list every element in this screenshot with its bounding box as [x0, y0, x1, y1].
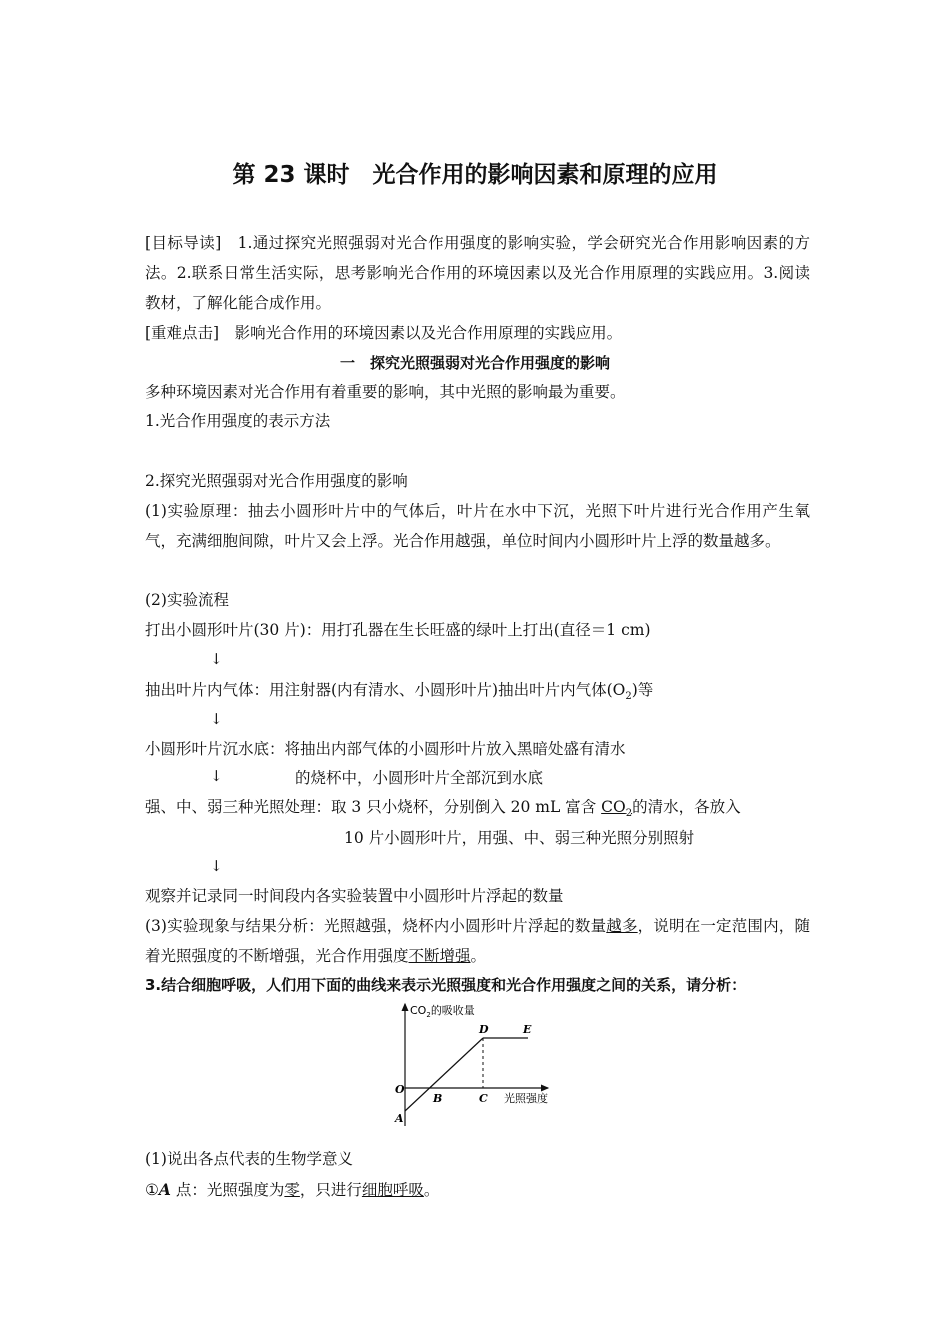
- key-paragraph: [145, 318, 810, 348]
- result-text-a: (3)实验现象与结果分析：光照越强，烧杯内小圆形叶片浮起的数量: [145, 917, 607, 935]
- intro-text: 多种环境因素对光合作用有着重要的影响，其中光照的影响最为重要。: [145, 383, 626, 401]
- answer-a-text-2: ，只进行: [299, 1181, 362, 1199]
- flow-step-2-sub: 2: [625, 691, 632, 703]
- flow-step-3-cont: 的烧杯中，小圆形叶片全部沉到水底: [295, 769, 544, 787]
- flow-step-4-end: 的清水，各放入: [632, 798, 741, 816]
- x-axis-label: 光照强度: [504, 1092, 548, 1105]
- point-c: C: [479, 1092, 488, 1105]
- goal-label: [目标导读]: [145, 234, 222, 252]
- heading-3: 3.结合细胞呼吸，人们用下面的曲线来表示光照强度和光合作用强度之间的关系，请分析：: [145, 976, 747, 994]
- answer-a-blank-1: 零: [284, 1181, 300, 1199]
- flow-step-1: 打出小圆形叶片(30 片)：用打孔器在生长旺盛的绿叶上打出(直径＝1 cm): [145, 621, 651, 639]
- point-o: O: [395, 1083, 405, 1096]
- flow-step-4-text: 强、中、弱三种光照处理：取 3 只小烧杯，分别倒入 20 mL 富含: [145, 798, 602, 816]
- result-text-c: 。: [470, 947, 487, 965]
- point-b: B: [433, 1092, 443, 1105]
- heading-1: 1.光合作用强度的表示方法: [145, 412, 331, 430]
- down-arrow-icon: ↓: [210, 767, 223, 785]
- result-paragraph: [145, 911, 810, 971]
- co2-underlined: [601, 798, 633, 820]
- flow-step-2-end: )等: [631, 681, 654, 699]
- down-arrow-icon: ↓: [210, 710, 223, 728]
- answer-a: [145, 1175, 810, 1205]
- co2-sub: 2: [625, 808, 633, 820]
- flow-step-4-cont: 10 片小圆形叶片，用强、中、弱三种光照分别照射: [344, 829, 695, 847]
- page-title: 第 23 课时 光合作用的影响因素和原理的应用: [232, 162, 718, 188]
- principle-paragraph: (1)实验原理：抽去小圆形叶片中的气体后，叶片在水中下沉，光照下叶片进行光合作用产生氧气，充满细胞间隙，叶片又会上浮。光合作用越强，单位时间内小圆形叶片上浮的数量越多。: [145, 502, 810, 550]
- answer-a-text-3: 。: [423, 1181, 440, 1199]
- heading-2: 2.探究光照强弱对光合作用强度的影响: [145, 472, 408, 490]
- result-answer-2: 不断增强: [408, 947, 471, 965]
- key-text: 影响光合作用的环境因素以及光合作用原理的实践应用。: [219, 324, 623, 342]
- light-photosynthesis-graph: [380, 998, 580, 1132]
- y-axis-label: $CO_2$的吸收量: [410, 1004, 475, 1019]
- point-label-a: A: [158, 1180, 171, 1199]
- flow-step-3: 小圆形叶片沉水底：将抽出内部气体的小圆形叶片放入黑暗处盛有清水: [145, 740, 626, 758]
- co2-text: CO: [601, 798, 626, 816]
- down-arrow-icon: ↓: [210, 650, 223, 668]
- point-e: E: [523, 1023, 532, 1036]
- point-a: A: [395, 1112, 404, 1125]
- question-1: (1)说出各点代表的生物学意义: [145, 1150, 353, 1168]
- result-text-b: ，说明在一定范围内，随着光照强度的不断增强，光合作用强度: [145, 917, 810, 965]
- flow-step-2: [145, 675, 810, 712]
- flow-step-5: 观察并记录同一时间段内各实验装置中小圆形叶片浮起的数量: [145, 887, 564, 905]
- result-answer-1: 越多: [606, 917, 638, 935]
- down-arrow-icon: ↓: [210, 857, 223, 875]
- flow-heading: (2)实验流程: [145, 591, 229, 609]
- flow-step-2-text: 抽出叶片内气体：用注射器(内有清水、小圆形叶片)抽出叶片内气体(O: [145, 681, 626, 699]
- goal-text: 1.通过探究光照强弱对光合作用强度的影响实验，学会研究光合作用影响因素的方法。2.联系日常生活实际，思考影响光合作用的环境因素以及光合作用原理的实践应用。3.阅读教材，了解化能合成作用。: [145, 234, 810, 312]
- goal-paragraph: [145, 228, 810, 318]
- circle-number: ①: [145, 1181, 159, 1199]
- point-d: D: [479, 1023, 489, 1036]
- section-heading: 一 探究光照强弱对光合作用强度的影响: [339, 354, 610, 372]
- answer-a-text-1: 点：光照强度为: [170, 1181, 285, 1199]
- curve-rising: [405, 1038, 483, 1111]
- answer-a-blank-2: 细胞呼吸: [361, 1181, 424, 1199]
- key-label: [重难点击]: [145, 324, 220, 342]
